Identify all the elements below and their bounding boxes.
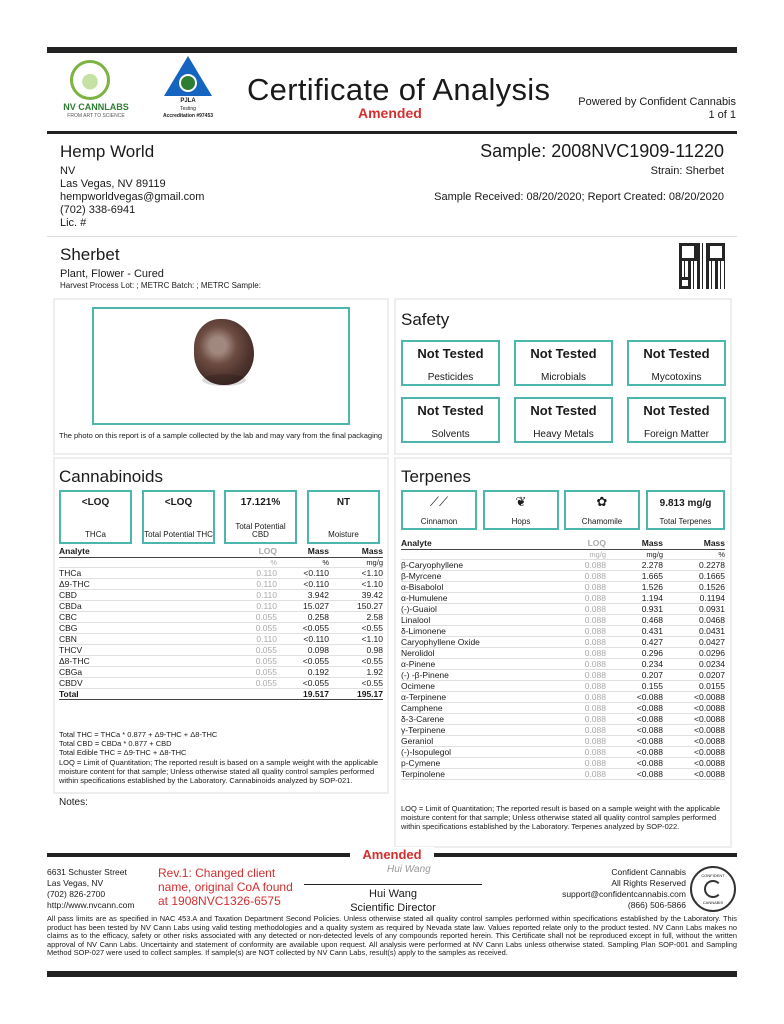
sample-id: Sample: 2008NVC1909-11220 [480,141,724,161]
cell-mass: <0.0088 [663,691,725,702]
cell-mass: 0.0155 [663,680,725,691]
table-row [401,735,725,746]
lab-logo-icon [70,60,110,100]
cc-email-link[interactable]: support@confidentcannabis.com [562,889,686,899]
strain: Strain: Sherbet [650,165,724,177]
seal-c-icon [704,880,722,898]
cell-mass: 0.931 [606,603,663,614]
summary-value: NT [336,497,351,508]
cell-analyte: Geraniol [401,735,546,746]
cell-loq: 0.088 [546,581,606,592]
cell-mass: <0.088 [606,757,663,768]
cell-mass: 0.192 [277,666,329,677]
cell-loq: 0.088 [546,669,606,680]
flower-bud-image [194,319,254,385]
lab-logo-text: NV CANNLABS [63,102,129,112]
cell-mass: <0.055 [277,622,329,633]
cell-analyte: α-Humulene [401,592,546,603]
cell-loq: 0.088 [546,614,606,625]
table-row [401,713,725,724]
pjla-org: PJLA [180,98,196,104]
client-line: NV [60,165,76,177]
cell-loq: 0.110 [209,633,277,644]
summary-label: Total Potential CBD [235,522,286,539]
table-header-row [401,538,725,549]
cell-analyte: Linalool [401,614,546,625]
table-row [59,644,383,655]
top-rule [47,47,737,53]
col-mass: Mass [606,538,663,549]
signer-name: Hui Wang [369,888,417,900]
lab-address: 6631 Schuster Street [47,867,127,877]
cell-mass: 3.942 [277,589,329,600]
amended-footer-label: Amended [350,847,434,862]
lab-phone: (702) 826-2700 [47,889,106,899]
cc-rights: All Rights Reserved [611,878,686,888]
table-row [401,702,725,713]
col-analyte: Analyte [59,546,209,557]
cell-mass: 0.0296 [663,647,725,658]
cell-loq: 0.088 [546,636,606,647]
summary-value: <LOQ [164,497,193,508]
cell-loq: 0.088 [546,702,606,713]
unit-cell: % [277,557,329,567]
cell-mass: <1.10 [329,633,383,644]
cell-analyte: Caryophyllene Oxide [401,636,546,647]
terpenes-title: Terpenes [401,467,471,486]
cell-analyte: α-Pinene [401,658,546,669]
cell-loq: 0.088 [546,724,606,735]
total-value: 19.517 [277,688,329,699]
table-header-row [59,546,383,557]
cell-loq: 0.055 [209,677,277,688]
photo-note: The photo on this report is of a sample collected by the lab and may vary from the final packaging [59,431,383,440]
page-number: 1 of 1 [708,109,736,121]
table-row [59,600,383,611]
cell-analyte: Terpinolene [401,768,546,779]
cell-analyte: CBDa [59,600,209,611]
terpene-top-label: Cinnamon [420,517,458,526]
cell-loq: 0.088 [546,658,606,669]
safety-status: Not Tested [530,403,597,418]
safety-test-microbials [514,340,613,386]
cannabinoids-footnotes [59,730,379,785]
safety-status: Not Tested [530,346,597,361]
table-row [59,633,383,644]
terpene-top-label: Chamomile [581,517,623,526]
table-row [59,622,383,633]
disclaimer: All pass limits are as specified in NAC 453.A and Taxation Department Second Policies. Unless otherwise stated all quality control samples performed within specifications established by the Laboratory. This product has been tested by NV Cann Labs using valid testing methodologies and a quality system as required by Nevada state law. Values reported relate only to the product tested. NV Cann Labs makes no claims as to the efficacy, safety or other risks associated with any detected or non-detected levels of any compounds reported herein. This Certificate shall not be reproduced except in full, without the written approval of NV Cann Labs. Uncertainty and statement of conformity are available upon request. All analysis were performed at NV Cann Labs unless otherwise stated. Sampling Plan SOP-001 and Sampling Method SOP-027 were used to collect samples. If sample(s) are NOT collected by NV Cann Labs, result(s) apply to the samples as received. [47,914,737,958]
pjla-logo [158,56,218,126]
summary-moisture [307,490,380,544]
client-rule [47,236,737,237]
cell-loq: 0.110 [209,589,277,600]
table-row [59,677,383,688]
cell-mass: 0.2278 [663,559,725,570]
total-terpenes-label: Total Terpenes [659,517,712,526]
summary-value: <LOQ [81,497,110,508]
table-row [401,603,725,614]
cell-analyte: CBG [59,622,209,633]
table-row [401,636,725,647]
units-row [59,557,383,567]
unit-cell: mg/g [546,549,606,559]
amended-label: Amended [358,105,422,121]
client-license: Lic. # [60,217,87,229]
hops-icon: ❦ [515,494,527,509]
cell-loq: 0.088 [546,625,606,636]
cell-mass: 150.27 [329,600,383,611]
qr-code-icon[interactable] [679,243,725,289]
cell-loq: 0.088 [546,768,606,779]
product-name: Sherbet [60,245,120,264]
cell-analyte: Nerolidol [401,647,546,658]
cell-loq: 0.088 [546,757,606,768]
table-row [401,757,725,768]
lab-logo-tagline: FROM ART TO SCIENCE [67,113,125,119]
cell-mass: <1.10 [329,567,383,578]
cell-mass: <0.0088 [663,768,725,779]
chamomile-icon: ✿ [596,494,608,509]
cell-analyte: Δ8-THC [59,655,209,666]
cell-analyte: β-Myrcene [401,570,546,581]
cell-loq: 0.110 [209,578,277,589]
cell-mass: <0.0088 [663,713,725,724]
summary-total-cbd [224,490,297,544]
cell-mass: 0.1526 [663,581,725,592]
harvest-info: Harvest Process Lot: ; METRC Batch: ; METRC Sample: [60,281,261,290]
cell-analyte: (-) -β-Pinene [401,669,546,680]
cell-mass: 0.0468 [663,614,725,625]
cell-mass: 0.234 [606,658,663,669]
cell-analyte: (-)-Guaiol [401,603,546,614]
units-row [401,549,725,559]
terpene-top-hops [483,490,559,530]
cell-mass: 1.526 [606,581,663,592]
col-mass: Mass [277,546,329,557]
safety-status: Not Tested [417,403,484,418]
safety-test-name: Solvents [431,429,470,440]
cell-loq: 0.088 [546,647,606,658]
col-loq: LOQ [546,538,606,549]
table-row [59,589,383,600]
total-terpenes [646,490,725,530]
terpenes-footnote: LOQ = Limit of Quantitation; The reported result is based on a sample weight with the applicable moisture content for that sample; Unless otherwise stated all quality control samples performed within specifications established by the Laboratory. Terpenes analyzed by SOP-022. [401,804,720,832]
cell-mass: 0.468 [606,614,663,625]
cell-mass: 39.42 [329,589,383,600]
cell-mass: 0.427 [606,636,663,647]
cell-mass: 0.258 [277,611,329,622]
safety-test-name: Pesticides [427,372,474,383]
table-row [401,570,725,581]
sample-dates: Sample Received: 08/20/2020; Report Created: 08/20/2020 [434,191,724,203]
cell-loq: 0.088 [546,592,606,603]
cell-mass: <0.0088 [663,735,725,746]
cell-loq: 0.055 [209,666,277,677]
table-row [401,625,725,636]
cell-mass: 1.92 [329,666,383,677]
col-analyte: Analyte [401,538,546,549]
pjla-globe-icon [179,74,197,92]
cell-mass: <0.0088 [663,746,725,757]
cell-loq: 0.110 [209,567,277,578]
table-row [401,647,725,658]
table-row [401,559,725,570]
unit-cell: % [209,557,277,567]
bottom-rule [47,971,737,977]
col-mass: Mass [663,538,725,549]
cell-loq: 0.088 [546,680,606,691]
cell-analyte: Camphene [401,702,546,713]
cell-mass: 0.155 [606,680,663,691]
col-mass: Mass [329,546,383,557]
table-row [401,658,725,669]
cell-mass: 0.207 [606,669,663,680]
safety-test-name: Microbials [540,372,586,383]
revision-note: Rev.1: Changed client name, original CoA found at 1908NVC1326-6575 [158,866,293,908]
seal-text-top: CONFIDENT [701,873,725,878]
table-row [401,592,725,603]
col-loq: LOQ [209,546,277,557]
signature-line [304,884,482,885]
safety-test-pesticides [401,340,500,386]
header-rule [47,131,737,134]
client-email[interactable]: hempworldvegas@gmail.com [60,191,205,203]
cell-analyte: THCa [59,567,209,578]
signature: Hui Wang [387,864,431,875]
safety-test-solvents [401,397,500,443]
summary-thca [59,490,132,544]
cell-analyte: CBC [59,611,209,622]
cell-mass: 1.194 [606,592,663,603]
safety-test-mycotoxins [627,340,726,386]
table-row [401,691,725,702]
cell-loq: 0.088 [546,735,606,746]
unit-cell: mg/g [606,549,663,559]
safety-title: Safety [401,310,450,329]
confident-cannabis-seal-icon [690,866,736,912]
cell-analyte: Ocimene [401,680,546,691]
safety-test-name: Mycotoxins [651,372,702,383]
total-value: 195.17 [329,688,383,699]
cell-mass: <0.088 [606,724,663,735]
cell-mass: 1.665 [606,570,663,581]
terpene-top-chamomile [564,490,640,530]
cell-analyte: THCV [59,644,209,655]
table-row [59,567,383,578]
safety-status: Not Tested [417,346,484,361]
safety-test-name: Heavy Metals [533,429,594,440]
cell-mass: 0.1194 [663,592,725,603]
footnote-line: Total THC = THCa * 0.877 + Δ9-THC + Δ8-THC [59,730,218,739]
total-value [209,688,277,699]
cell-loq: 0.055 [209,644,277,655]
table-row [401,768,725,779]
lab-website-link[interactable]: http://www.nvcann.com [47,900,135,910]
footnote-line: Total CBD = CBDa * 0.877 + CBD [59,739,172,749]
cell-loq: 0.055 [209,655,277,666]
cell-analyte: CBN [59,633,209,644]
cell-mass: <0.110 [277,633,329,644]
cinnamon-icon: ⟋⟋ [429,494,449,509]
footnote-line: Total Edible THC = Δ9-THC + Δ8-THC [59,748,187,758]
cell-mass: 2.58 [329,611,383,622]
terpenes-table [401,538,725,780]
cell-mass: 0.98 [329,644,383,655]
summary-label: Total Potential THC [144,530,213,539]
terpene-top-label: Hops [511,517,531,526]
table-row [401,669,725,680]
table-row [59,666,383,677]
cell-mass: <0.0088 [663,757,725,768]
safety-status: Not Tested [643,403,710,418]
cell-analyte: p-Cymene [401,757,546,768]
pjla-type: Testing [180,106,196,112]
cc-phone: (866) 506-5866 [627,900,686,910]
cell-loq: 0.055 [209,622,277,633]
cell-mass: 0.431 [606,625,663,636]
safety-test-name: Foreign Matter [643,429,710,440]
cell-analyte: CBGa [59,666,209,677]
cc-name: Confident Cannabis [611,867,686,877]
cell-mass: 0.1665 [663,570,725,581]
cell-loq: 0.088 [546,603,606,614]
cell-analyte: α-Terpinene [401,691,546,702]
cell-mass: 0.0234 [663,658,725,669]
unit-cell [59,557,209,567]
summary-value: 17.121% [240,497,281,508]
table-row [59,578,383,589]
footnote-line: LOQ = Limit of Quantitation; The reported result is based on a sample weight with the applicable moisture content for that sample; Unless otherwise stated all quality control samples performed within specifications established by the Laboratory. Cannabinoids analyzed by SOP-021. [59,757,378,786]
cell-mass: 2.278 [606,559,663,570]
unit-cell: mg/g [329,557,383,567]
unit-cell: % [663,549,725,559]
cell-mass: 0.098 [277,644,329,655]
product-type: Plant, Flower - Cured [60,268,164,280]
cell-mass: <0.088 [606,702,663,713]
cell-analyte: CBDV [59,677,209,688]
client-phone: (702) 338-6941 [60,204,136,216]
cell-loq: 0.088 [546,713,606,724]
safety-test-foreign-matter [627,397,726,443]
table-row [401,724,725,735]
cell-analyte: β-Caryophyllene [401,559,546,570]
powered-by: Powered by Confident Cannabis [578,96,736,108]
cannabinoids-table [59,546,383,700]
cell-mass: <0.055 [277,677,329,688]
pjla-accreditation-id: Accreditation #97453 [162,113,214,119]
safety-status: Not Tested [643,346,710,361]
cell-mass: <0.110 [277,567,329,578]
cell-loq: 0.088 [546,746,606,757]
sample-photo [92,307,350,425]
cell-loq: 0.055 [209,611,277,622]
table-row [401,746,725,757]
summary-label: THCa [85,530,106,539]
cell-mass: <0.088 [606,713,663,724]
total-row [59,688,383,699]
page-title: Certificate of Analysis [247,72,551,107]
total-terpenes-value: 9.813 mg/g [659,498,712,509]
table-row [59,611,383,622]
signer-title: Scientific Director [350,902,436,914]
client-name: Hemp World [60,142,155,161]
cell-analyte: CBD [59,589,209,600]
summary-label: Moisture [328,530,359,539]
cell-mass: 0.0207 [663,669,725,680]
cell-mass: 0.0427 [663,636,725,647]
cell-mass: <0.055 [277,655,329,666]
cell-mass: <0.0088 [663,724,725,735]
nv-cannlabs-logo [55,60,135,120]
cell-mass: <0.0088 [663,702,725,713]
cell-analyte: γ-Terpinene [401,724,546,735]
lab-city: Las Vegas, NV [47,878,104,888]
cannabinoids-title: Cannabinoids [59,467,163,486]
cell-mass: 0.0431 [663,625,725,636]
unit-cell [401,549,546,559]
cell-mass: <0.55 [329,622,383,633]
table-row [401,614,725,625]
cell-mass: <0.088 [606,768,663,779]
cell-loq: 0.088 [546,691,606,702]
cell-mass: 0.296 [606,647,663,658]
cell-mass: <0.55 [329,655,383,666]
cell-mass: <0.088 [606,735,663,746]
cell-loq: 0.110 [209,600,277,611]
cell-mass: 0.0931 [663,603,725,614]
cell-loq: 0.088 [546,559,606,570]
table-row [401,680,725,691]
cell-analyte: δ-3-Carene [401,713,546,724]
table-row [401,581,725,592]
table-row [59,655,383,666]
cell-loq: 0.088 [546,570,606,581]
total-label: Total [59,688,209,699]
cell-analyte: (-)-Isopulegol [401,746,546,757]
safety-test-heavy-metals [514,397,613,443]
notes-label: Notes: [59,797,88,808]
cell-analyte: Δ9-THC [59,578,209,589]
seal-text-bottom: CANNABIS [702,900,724,905]
cell-mass: 15.027 [277,600,329,611]
summary-total-thc [142,490,215,544]
cell-analyte: δ-Limonene [401,625,546,636]
cell-mass: <1.10 [329,578,383,589]
cell-mass: <0.55 [329,677,383,688]
cell-mass: <0.088 [606,691,663,702]
client-line: Las Vegas, NV 89119 [60,178,166,190]
cell-mass: <0.088 [606,746,663,757]
cell-mass: <0.110 [277,578,329,589]
terpene-top-cinnamon [401,490,477,530]
cell-analyte: α-Bisabolol [401,581,546,592]
